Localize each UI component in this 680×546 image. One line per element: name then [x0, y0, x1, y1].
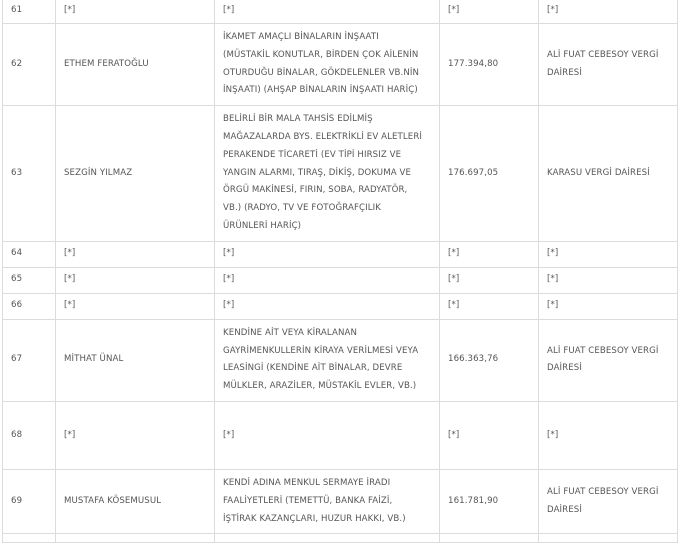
cell-activity-line: [*]	[223, 4, 235, 15]
cell-office	[539, 319, 678, 401]
cell-no: 68	[3, 401, 56, 469]
cell-office-line: [*]	[547, 429, 559, 440]
cell-activity-line: [*]	[223, 300, 235, 311]
cell-amount: 161.781,90	[440, 469, 539, 533]
cell-no: 61	[3, 0, 56, 24]
cell-office-line: [*]	[547, 300, 559, 311]
table-row	[3, 293, 678, 319]
cell-office-line: DAİRESİ	[547, 504, 582, 515]
cell-activity	[215, 293, 440, 319]
cell-activity-line: [*]	[223, 429, 235, 440]
cell-name: SEZGİN YILMAZ	[56, 106, 215, 242]
cell-activity-line: İŞTİRAK KAZANÇLARI, HUZUR HAKKI, VB.)	[223, 513, 406, 524]
cell-name: [*]	[56, 241, 215, 267]
cell-no: 69	[3, 469, 56, 533]
cell-amount: 176.697,05	[440, 106, 539, 242]
cell-activity-line: FAALİYETLERİ (TEMETTÜ, BANKA FAİZİ,	[223, 495, 393, 506]
table-row	[3, 0, 678, 24]
cell-activity-line: KENDİNE AİT VEYA KİRALANAN	[223, 327, 358, 338]
cell-empty	[539, 534, 678, 543]
table-row	[3, 319, 678, 401]
table-body	[3, 0, 678, 543]
cell-activity-line: [*]	[223, 274, 235, 285]
cell-empty	[215, 534, 440, 543]
cell-activity-line: (MÜSTAKİL KONUTLAR, BİRDEN ÇOK AİLENİN	[223, 49, 419, 60]
cell-no: 62	[3, 24, 56, 106]
cell-activity-line: İNŞAATI) (AHŞAP BİNALARIN İNŞAATI HARİÇ)	[223, 85, 418, 96]
table-row	[3, 24, 678, 106]
table-row	[3, 469, 678, 533]
cell-no: 66	[3, 293, 56, 319]
cell-activity	[215, 267, 440, 293]
cell-office	[539, 106, 678, 242]
cell-activity-line: GAYRİMENKULLERİN KİRAYA VERİLMESİ VEYA	[223, 345, 419, 356]
cell-amount: [*]	[440, 241, 539, 267]
cell-office-line: KARASU VERGİ DAİRESİ	[547, 167, 650, 178]
cell-name: [*]	[56, 401, 215, 469]
cell-amount: [*]	[440, 293, 539, 319]
cell-amount: 166.363,76	[440, 319, 539, 401]
cell-name: MİTHAT ÜNAL	[56, 319, 215, 401]
table-row-partial	[3, 534, 678, 543]
cell-activity-line: VB.) (RADYO, TV VE FOTOĞRAFÇILIK	[223, 203, 382, 214]
cell-name: [*]	[56, 0, 215, 24]
cell-activity-line: OTURDUĞU BİNALAR, GÖKDELENLER VB.NİN	[223, 67, 420, 78]
cell-office	[539, 24, 678, 106]
cell-activity-line: PERAKENDE TİCARETİ (EV TİPİ HIRSIZ VE	[223, 149, 402, 160]
table-row	[3, 106, 678, 242]
cell-name: MUSTAFA KÖSEMUSUL	[56, 469, 215, 533]
cell-office-line: ALİ FUAT CEBESOY VERGİ	[547, 486, 659, 497]
cell-activity	[215, 106, 440, 242]
cell-amount: 177.394,80	[440, 24, 539, 106]
cell-office-line: [*]	[547, 4, 559, 15]
cell-office	[539, 293, 678, 319]
cell-activity-line: MÜLKLER, ARAZİLER, MÜSTAKİL EVLER, VB.)	[223, 381, 417, 392]
cell-activity	[215, 24, 440, 106]
table-row	[3, 267, 678, 293]
cell-empty	[440, 534, 539, 543]
table-row	[3, 401, 678, 469]
cell-amount: [*]	[440, 267, 539, 293]
cell-activity	[215, 469, 440, 533]
cell-office-line: DAİRESİ	[547, 67, 582, 78]
cell-empty	[3, 534, 56, 543]
cell-office	[539, 0, 678, 24]
cell-activity-line: İKAMET AMAÇLI BİNALARIN İNŞAATI	[223, 32, 379, 42]
cell-office-line: [*]	[547, 248, 559, 259]
cell-activity	[215, 401, 440, 469]
cell-office-line: ALİ FUAT CEBESOY VERGİ	[547, 49, 659, 60]
cell-office	[539, 267, 678, 293]
cell-no: 63	[3, 106, 56, 242]
cell-activity	[215, 241, 440, 267]
cell-activity-line: MAĞAZALARDA BYS. ELEKTRİKLİ EV ALETLERİ	[223, 131, 423, 142]
cell-name: [*]	[56, 293, 215, 319]
cell-empty	[56, 534, 215, 543]
cell-office	[539, 241, 678, 267]
cell-office-line: DAİRESİ	[547, 363, 582, 374]
cell-no: 64	[3, 241, 56, 267]
cell-amount: [*]	[440, 401, 539, 469]
cell-activity-line: YANGIN ALARMI, TIRAŞ, DİKİŞ, DOKUMA VE	[223, 167, 412, 178]
table-row	[3, 241, 678, 267]
cell-office	[539, 401, 678, 469]
cell-no: 67	[3, 319, 56, 401]
cell-activity-line: KENDİ ADINA MENKUL SERMAYE İRADI	[223, 477, 391, 488]
cell-office-line: ALİ FUAT CEBESOY VERGİ	[547, 345, 659, 356]
cell-activity-line: ÖRGÜ MAKİNESİ, FIRIN, SOBA, RADYATÖR,	[223, 185, 408, 196]
cell-office	[539, 469, 678, 533]
cell-name: [*]	[56, 267, 215, 293]
cell-activity-line: ÜRÜNLERİ HARİÇ)	[223, 220, 302, 231]
taxpayer-table	[2, 0, 678, 543]
cell-activity	[215, 319, 440, 401]
cell-office-line: [*]	[547, 274, 559, 285]
cell-activity-line: [*]	[223, 248, 235, 259]
cell-activity-line: LEASİNGİ (KENDİNE AİT BİNALAR, DEVRE	[223, 363, 403, 374]
cell-no: 65	[3, 267, 56, 293]
cell-amount: [*]	[440, 0, 539, 24]
cell-name: ETHEM FERATOĞLU	[56, 24, 215, 106]
cell-activity-line: BELİRLİ BİR MALA TAHSİS EDİLMİŞ	[223, 114, 373, 125]
cell-activity	[215, 0, 440, 24]
